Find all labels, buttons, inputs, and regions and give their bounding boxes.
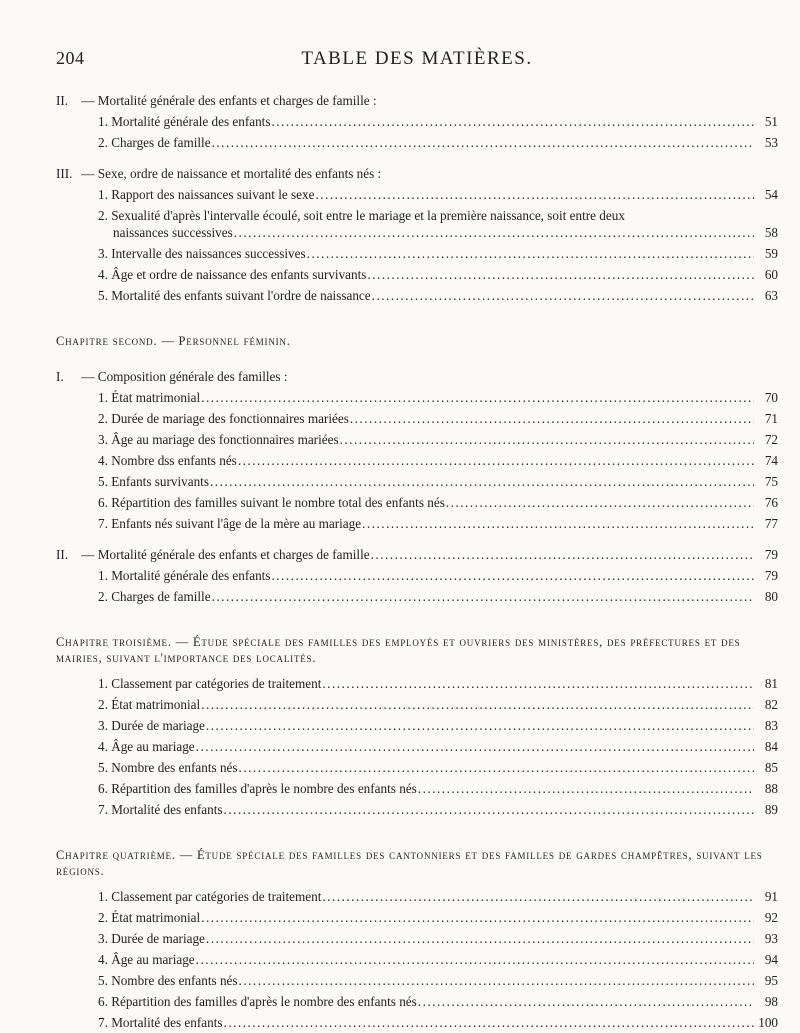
dot-leader: [201, 907, 754, 928]
toc-entry-wrapped: [56, 207, 778, 241]
page-ref: 58: [764, 225, 778, 240]
page-ref: 80: [764, 589, 778, 604]
chapter-heading: [56, 635, 778, 667]
page-ref: 63: [764, 288, 778, 303]
spacer: [56, 820, 778, 834]
page-ref: 98: [764, 994, 778, 1009]
toc-entry: [56, 799, 778, 820]
page-ref: 75: [764, 474, 778, 489]
page-number: 204: [56, 48, 85, 68]
dot-leader: [362, 513, 754, 534]
toc-entry: [56, 450, 778, 471]
section-number: I.: [56, 369, 64, 384]
dot-leader: [201, 694, 754, 715]
page-ref: 71: [764, 411, 778, 426]
page-ref: 70: [764, 390, 778, 405]
toc-entry: [56, 264, 778, 285]
entry-title: 2. État matrimonial: [98, 910, 201, 925]
page-ref: 91: [764, 889, 778, 904]
section-entry: [56, 544, 778, 565]
entry-title-cont: naissances successives: [113, 225, 233, 240]
chapter-title: — Personnel féminin.: [157, 334, 291, 348]
chapter-heading: [56, 334, 778, 350]
toc-entry: [56, 1012, 778, 1033]
toc-entry: [56, 243, 778, 264]
page-ref: 77: [764, 516, 778, 531]
spacer: [56, 356, 778, 366]
toc-entry: [56, 673, 778, 694]
section-number: III.: [56, 166, 73, 181]
toc-entry: [56, 778, 778, 799]
entry-title: 3. Intervalle des naissances successives: [98, 246, 306, 261]
dot-leader: [224, 799, 754, 820]
dot-leader: [239, 757, 754, 778]
chapter-title: — Étude spéciale des familles des cantonniers et des familles de gardes champêtres, suivant les régions.: [56, 848, 763, 878]
section-number: II.: [56, 547, 69, 562]
dot-leader: [350, 408, 754, 429]
toc-entry: [56, 513, 778, 534]
dot-leader: [212, 132, 754, 153]
toc-entry: [56, 408, 778, 429]
toc-entry: [56, 565, 778, 586]
dot-leader: [210, 471, 754, 492]
spacer: [56, 306, 778, 320]
toc-entry: [56, 586, 778, 607]
entry-title: 1. Mortalité générale des enfants: [98, 568, 271, 583]
section-title: — Sexe, ordre de naissance et mortalité des enfants nés :: [78, 166, 382, 181]
toc-entry: [56, 132, 778, 153]
entry-title: 6. Répartition des familles d'après le nombre des enfants nés: [98, 994, 417, 1009]
dot-leader: [322, 673, 754, 694]
page-ref: 74: [764, 453, 778, 468]
dot-leader: [372, 285, 754, 306]
entry-title: 4. Nombre dss enfants nés: [98, 453, 237, 468]
dot-leader: [271, 111, 754, 132]
spacer: [56, 534, 778, 544]
chapter-label: Chapitre quatrième.: [56, 848, 176, 862]
entry-title: 7. Mortalité des enfants: [98, 1015, 223, 1030]
entry-title: 1. Classement par catégories de traitement: [98, 676, 322, 691]
dot-leader: [340, 429, 754, 450]
entry-title: 3. Durée de mariage: [98, 718, 205, 733]
dot-leader: [224, 1012, 754, 1033]
dot-leader: [234, 224, 754, 241]
entry-title: 3. Durée de mariage: [98, 931, 205, 946]
entry-title: 4. Âge et ordre de naissance des enfants survivants: [98, 267, 367, 282]
page-ref: 83: [764, 718, 778, 733]
page-ref: 81: [764, 676, 778, 691]
section-heading: [56, 90, 778, 111]
toc-entry: [56, 387, 778, 408]
section-heading: [56, 366, 778, 387]
page-ref: 53: [764, 135, 778, 150]
toc-entry: [56, 907, 778, 928]
dot-leader: [315, 184, 754, 205]
toc-entry: [56, 991, 778, 1012]
toc-entry: [56, 928, 778, 949]
entry-title: 4. Âge au mariage: [98, 739, 195, 754]
entry-title: 4. Âge au mariage: [98, 952, 195, 967]
page-ref: 76: [764, 495, 778, 510]
entry-title: 6. Répartition des familles d'après le nombre des enfants nés: [98, 781, 417, 796]
chapter-label: Chapitre troisième.: [56, 635, 172, 649]
page-ref: 95: [764, 973, 778, 988]
page-ref: 79: [764, 568, 778, 583]
section-title: — Composition générale des familles :: [78, 369, 288, 384]
page-ref: 79: [764, 547, 778, 562]
chapter-label: Chapitre second.: [56, 334, 158, 348]
entry-title: 5. Mortalité des enfants suivant l'ordre de naissance: [98, 288, 371, 303]
section-title: II. — Mortalité générale des enfants et charges de famille: [56, 544, 370, 565]
dot-leader: [206, 715, 754, 736]
page-ref: 59: [764, 246, 778, 261]
entry-title: 6. Répartition des familles suivant le nombre total des enfants nés: [98, 495, 445, 510]
chapter-heading: [56, 848, 778, 880]
table-of-contents: [56, 90, 778, 1033]
entry-title: 2. Sexualité d'après l'intervalle écoulé, soit entre le mariage et la première naissance, soit entre deux: [98, 208, 625, 223]
page-ref: 94: [764, 952, 778, 967]
entry-continuation: [98, 224, 778, 241]
page-ref: 84: [764, 739, 778, 754]
page-ref: 54: [764, 187, 778, 202]
entry-title: 2. Charges de famille: [98, 135, 211, 150]
chapter-title: — Étude spéciale des familles des employés et ouvriers des ministères, des préfectures et des mairies, suivant l'importance des localités.: [56, 635, 741, 665]
dot-leader: [446, 492, 754, 513]
toc-entry: [56, 471, 778, 492]
toc-entry: [56, 111, 778, 132]
page-ref: 51: [764, 114, 778, 129]
dot-leader: [201, 387, 754, 408]
dot-leader: [418, 778, 754, 799]
entry-title: 7. Enfants nés suivant l'âge de la mère au mariage: [98, 516, 362, 531]
dot-leader: [206, 928, 754, 949]
dot-leader: [271, 565, 754, 586]
toc-entry: [56, 949, 778, 970]
page-ref: 82: [764, 697, 778, 712]
toc-entry: [56, 429, 778, 450]
entry-title: 3. Âge au mariage des fonctionnaires mariées: [98, 432, 339, 447]
entry-title: 5. Enfants survivants: [98, 474, 209, 489]
toc-entry: [56, 715, 778, 736]
entry-title: 1. État matrimonial: [98, 390, 201, 405]
entry-title: 2. Durée de mariage des fonctionnaires mariées: [98, 411, 349, 426]
page-ref: 88: [764, 781, 778, 796]
dot-leader: [307, 243, 754, 264]
page-ref: 72: [764, 432, 778, 447]
section-title: — Mortalité générale des enfants et charges de famille :: [78, 93, 377, 108]
dot-leader: [238, 450, 754, 471]
toc-entry: [56, 492, 778, 513]
dot-leader: [371, 544, 754, 565]
running-title: TABLE DES MATIÈRES.: [301, 48, 533, 69]
entry-title: 5. Nombre des enfants nés: [98, 760, 238, 775]
dot-leader: [322, 886, 754, 907]
page-ref: 92: [764, 910, 778, 925]
dot-leader: [239, 970, 754, 991]
running-header: [56, 48, 778, 76]
entry-title: 7. Mortalité des enfants: [98, 802, 223, 817]
toc-entry: [56, 184, 778, 205]
dot-leader: [367, 264, 754, 285]
entry-title: 1. Mortalité générale des enfants: [98, 114, 271, 129]
toc-entry: [56, 970, 778, 991]
toc-entry: [56, 886, 778, 907]
toc-entry: [56, 285, 778, 306]
dot-leader: [196, 736, 754, 757]
toc-entry: [56, 757, 778, 778]
entry-title: 2. État matrimonial: [98, 697, 201, 712]
page-ref: 93: [764, 931, 778, 946]
spacer: [56, 607, 778, 621]
page-ref: 60: [764, 267, 778, 282]
dot-leader: [212, 586, 754, 607]
toc-entry: [56, 694, 778, 715]
entry-title: 1. Rapport des naissances suivant le sexe: [98, 187, 315, 202]
spacer: [56, 153, 778, 163]
page-ref: 89: [764, 802, 778, 817]
dot-leader: [196, 949, 754, 970]
toc-entry: [56, 736, 778, 757]
section-heading: [56, 163, 778, 184]
page-ref: 100: [758, 1015, 778, 1030]
entry-title: 2. Charges de famille: [98, 589, 211, 604]
section-number: II.: [56, 93, 69, 108]
entry-title: 5. Nombre des enfants nés: [98, 973, 238, 988]
page-ref: 85: [764, 760, 778, 775]
entry-title: 1. Classement par catégories de traitement: [98, 889, 322, 904]
dot-leader: [418, 991, 754, 1012]
